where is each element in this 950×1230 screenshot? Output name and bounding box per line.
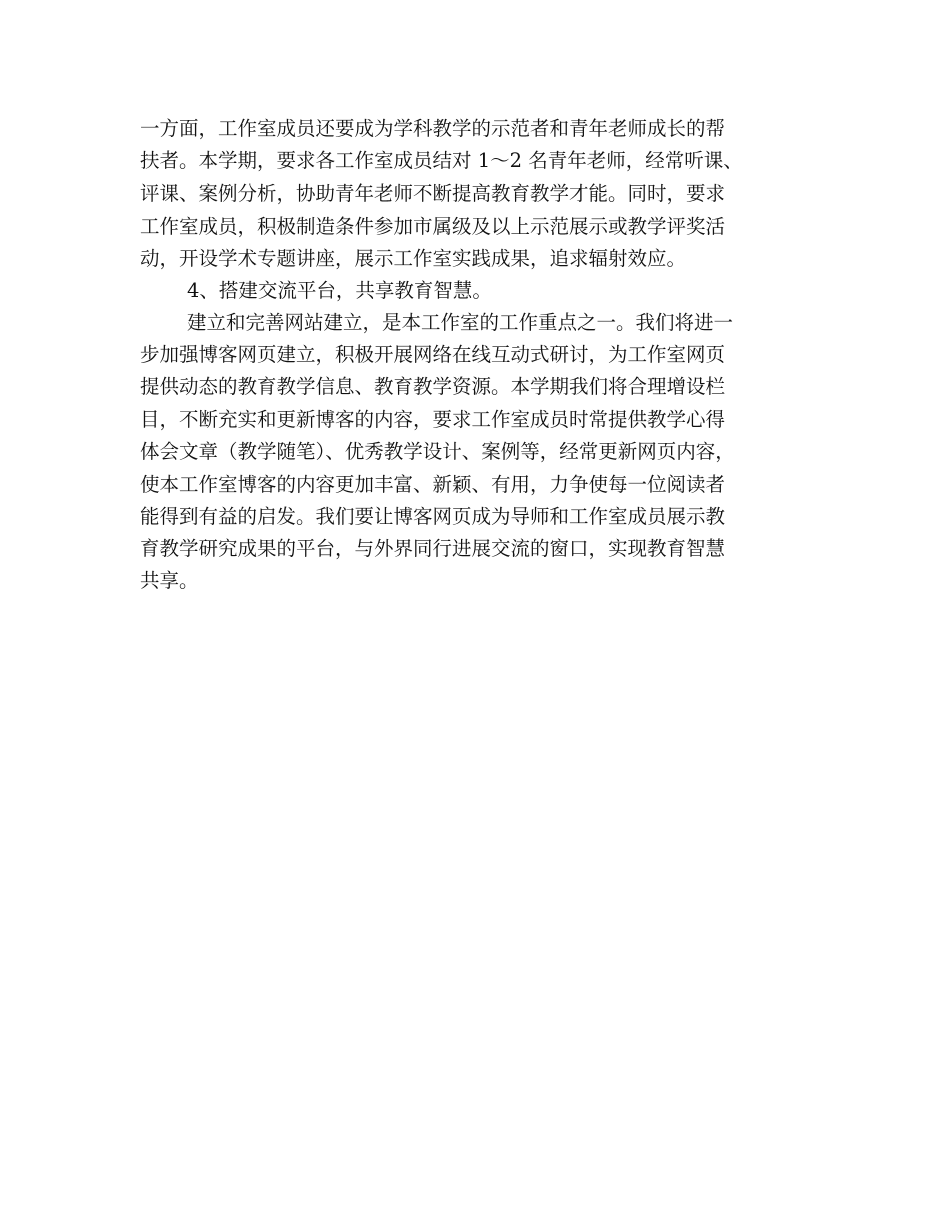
text-line: 使本工作室博客的内容更加丰富、新颖、有用，力争使每一位阅读者: [140, 473, 726, 496]
text-line: 建立和完善网站建立，是本工作室的工作重点之一。我们将进一: [187, 311, 734, 334]
text-line: 评课、案例分析，协助青年老师不断提高教育教学才能。同时，要求: [140, 182, 726, 205]
text-line: 步加强博客网页建立，积极开展网络在线互动式研讨，为工作室网页: [140, 343, 726, 366]
section-heading: 4、搭建交流平台，共享教育智慧。: [187, 279, 492, 302]
text-line: 育教学研究成果的平台，与外界同行进展交流的窗口，实现教育智慧: [140, 537, 726, 560]
text-line: 一方面，工作室成员还要成为学科教学的示范者和青年老师成长的帮: [140, 117, 726, 140]
text-line: 目，不断充实和更新博客的内容，要求工作室成员时常提供教学心得: [140, 408, 726, 431]
text-line: 动，开设学术专题讲座，展示工作室实践成果，追求辐射效应。: [140, 247, 687, 270]
text-line: 能得到有益的启发。我们要让博客网页成为导师和工作室成员展示教: [140, 505, 726, 528]
text-line: 体会文章（教学随笔）、优秀教学设计、案例等，经常更新网页内容，: [140, 440, 735, 463]
text-line: 工作室成员，积极制造条件参加市属级及以上示范展示或教学评奖活: [140, 215, 726, 238]
text-line: 扶者。本学期，要求各工作室成员结对 1～2 名青年老师，经常听课、: [140, 149, 743, 172]
text-line: 提供动态的教育教学信息、教育教学资源。本学期我们将合理增设栏: [140, 375, 726, 398]
text-line: 共享。: [140, 569, 199, 592]
